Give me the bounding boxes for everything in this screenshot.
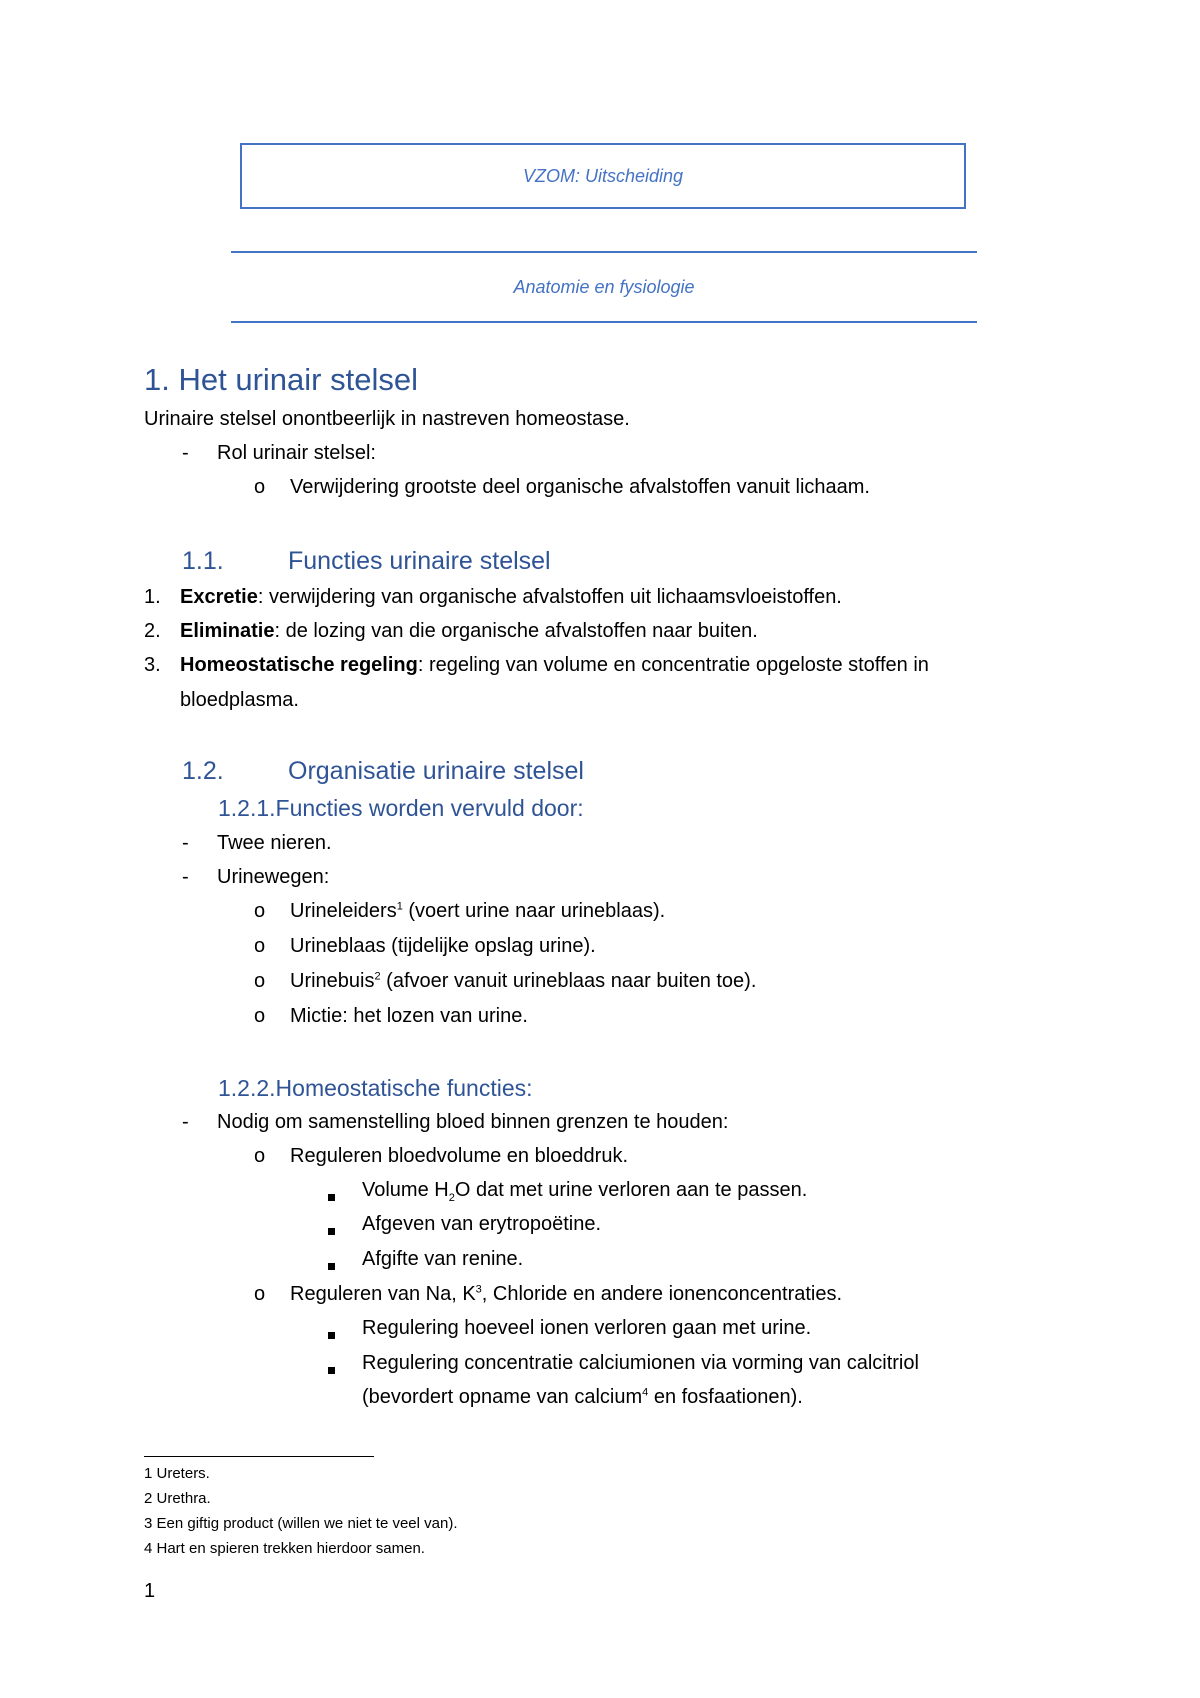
- heading-1-1-title: Functies urinaire stelsel: [288, 547, 551, 575]
- numbered-item-2-text: Eliminatie: de lozing van die organische afvalstoffen naar buiten.: [180, 620, 758, 642]
- list-item: Urineblaas (tijdelijke opslag urine).: [290, 935, 596, 957]
- document-title-box: [240, 143, 966, 209]
- list-item: Rol urinair stelsel:: [217, 442, 376, 464]
- list-item: Reguleren bloedvolume en bloeddruk.: [290, 1145, 629, 1167]
- circle-bullet: o: [254, 1145, 266, 1167]
- footnote-1: 1 Ureters.: [144, 1465, 210, 1482]
- numbered-item-2: 2.: [144, 620, 161, 642]
- footnote-2: 2 Urethra.: [144, 1490, 211, 1507]
- list-item: Urineleiders$^1$ (voert urine naar urineblaas).: [290, 900, 666, 922]
- list-item: Twee nieren.: [217, 832, 332, 854]
- dash-bullet: -: [182, 1111, 189, 1133]
- heading-1-2-title: Organisatie urinaire stelsel: [288, 757, 584, 785]
- list-item-continuation: (bevordert opname van calcium$^4$ en fosfaationen).: [362, 1386, 803, 1408]
- list-item: Afgifte van renine.: [362, 1248, 524, 1270]
- heading-1-2-number: 1.2.: [182, 757, 224, 785]
- heading-1: [144, 362, 418, 398]
- document-title: VZOM: Uitscheiding: [522, 165, 684, 186]
- numbered-item-1: 1.: [144, 586, 161, 608]
- heading-1-title: Het urinair stelsel: [178, 362, 418, 397]
- heading-1-number: 1.: [144, 362, 170, 397]
- footnote-ref-4: 4: [642, 1386, 649, 1399]
- heading-1-2-1: 1.2.1.Functies worden vervuld door:: [218, 795, 584, 821]
- heading-1-1-number: 1.1.: [182, 547, 224, 575]
- numbered-item-3-continuation: bloedplasma.: [180, 689, 299, 711]
- square-bullet: [328, 1361, 335, 1379]
- circle-bullet: o: [254, 970, 266, 992]
- circle-bullet: o: [254, 935, 266, 957]
- numbered-item-1-text: Excretie: verwijdering van organische afvalstoffen uit lichaamsvloeistoffen.: [180, 586, 842, 608]
- list-item: Nodig om samenstelling bloed binnen grenzen te houden:: [217, 1111, 729, 1133]
- list-item: Urinewegen:: [217, 866, 330, 888]
- square-bullet: [328, 1326, 335, 1344]
- list-item: Reguleren van Na, $K^3$, Chloride en andere ionenconcentraties.: [290, 1283, 843, 1305]
- list-item: Verwijdering grootste deel organische afvalstoffen vanuit lichaam.: [290, 476, 870, 498]
- dash-bullet: -: [182, 832, 189, 854]
- footnote-3: 3 Een giftig product (willen we niet te veel van).: [144, 1515, 458, 1532]
- intro-text: Urinaire stelsel onontbeerlijk in nastreven homeostase.: [144, 408, 630, 430]
- list-item: Mictie: het lozen van urine.: [290, 1005, 528, 1027]
- list-item: Urinebuis$^2$ (afvoer vanuit urineblaas naar buiten toe).: [290, 970, 757, 992]
- footnote-4: 4 Hart en spieren trekken hierdoor samen.: [144, 1540, 425, 1557]
- list-item: Volume $H_2O$ dat met urine verloren aan te passen.: [362, 1179, 808, 1204]
- list-item: Regulering hoeveel ionen verloren gaan met urine.: [362, 1317, 812, 1339]
- square-bullet: [328, 1222, 335, 1240]
- square-bullet: [328, 1257, 335, 1275]
- circle-bullet: o: [254, 476, 266, 498]
- page-number: 1: [144, 1580, 156, 1602]
- numbered-item-3-text: Homeostatische regeling: regeling van volume en concentratie opgeloste stoffen in: [180, 654, 929, 676]
- numbered-item-3: 3.: [144, 654, 161, 676]
- document-subtitle: Anatomie en fysiologie: [513, 277, 695, 297]
- list-item: Afgeven van erytropoëtine.: [362, 1213, 602, 1235]
- dash-bullet: -: [182, 866, 189, 888]
- footnote-ref-2: 2: [374, 970, 381, 983]
- circle-bullet: o: [254, 1283, 266, 1305]
- square-bullet: [328, 1188, 335, 1206]
- circle-bullet: o: [254, 1005, 266, 1027]
- footnote-separator: [144, 1456, 374, 1457]
- footnote-ref-1: 1: [396, 900, 403, 913]
- heading-1-2-2: 1.2.2.Homeostatische functies:: [218, 1075, 533, 1101]
- list-item: Regulering concentratie calciumionen via vorming van calcitriol: [362, 1352, 919, 1374]
- footnote-ref-3: 3: [475, 1283, 482, 1296]
- circle-bullet: o: [254, 900, 266, 922]
- subtitle-bottom-rule: [231, 321, 977, 323]
- subtitle-top-rule: [231, 251, 977, 253]
- dash-bullet: -: [182, 442, 189, 464]
